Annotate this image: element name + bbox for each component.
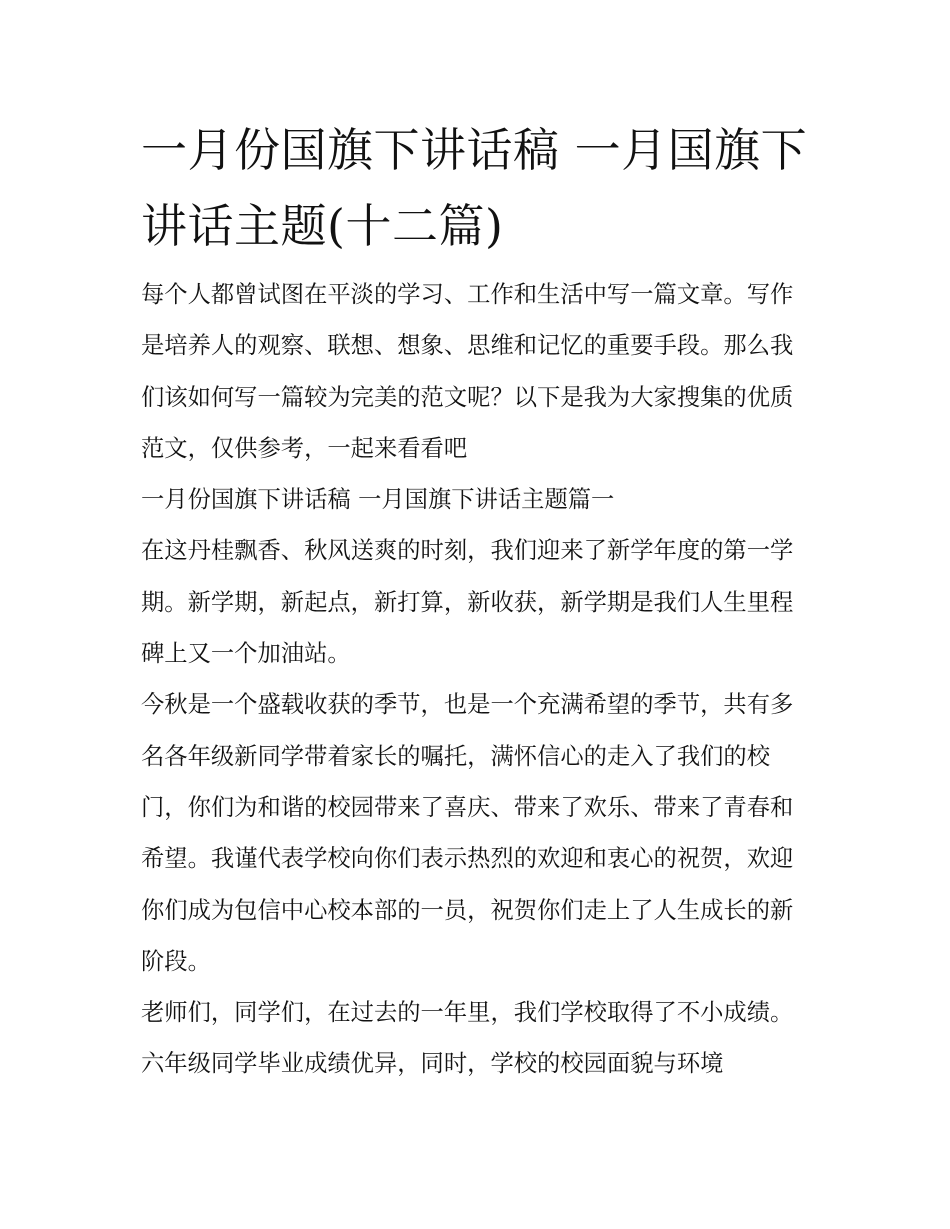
body-paragraph: 在这丹桂飘香、秋风送爽的时刻，我们迎来了新学年度的第一学期。新学期，新起点，新打算，新收获，新学期是我们人生里程碑上又一个加油站。 bbox=[141, 537, 794, 668]
body-paragraph: 老师们，同学们，在过去的一年里，我们学校取得了不小成绩。六年级同学毕业成绩优异，同时，学校的校园面貌与环境 bbox=[141, 999, 794, 1078]
document-content bbox=[141, 112, 813, 1090]
body-paragraph: 今秋是一个盛载收获的季节，也是一个充满希望的季节，共有多名各年级新同学带着家长的嘱托，满怀信心的走入了我们的校门，你们为和谐的校园带来了喜庆、带来了欢乐、带来了青春和希望。我谨代表学校向你们表示热烈的欢迎和衷心的祝贺，欢迎你们成为包信中心校本部的一员，祝贺你们走上了人生成长的新阶段。 bbox=[141, 691, 794, 975]
intro-paragraph: 每个人都曾试图在平淡的学习、工作和生活中写一篇文章。写作是培养人的观察、联想、想象、思维和记忆的重要手段。那么我们该如何写一篇较为完美的范文呢？以下是我为大家搜集的优质范文，仅供参考，一起来看看吧 bbox=[141, 281, 794, 462]
document-body bbox=[141, 269, 813, 1090]
document-title: 一月份国旗下讲话稿 一月国旗下讲话主题(十二篇) bbox=[141, 123, 808, 253]
section-heading: 一月份国旗下讲话稿 一月国旗下讲话主题篇一 bbox=[141, 486, 615, 514]
